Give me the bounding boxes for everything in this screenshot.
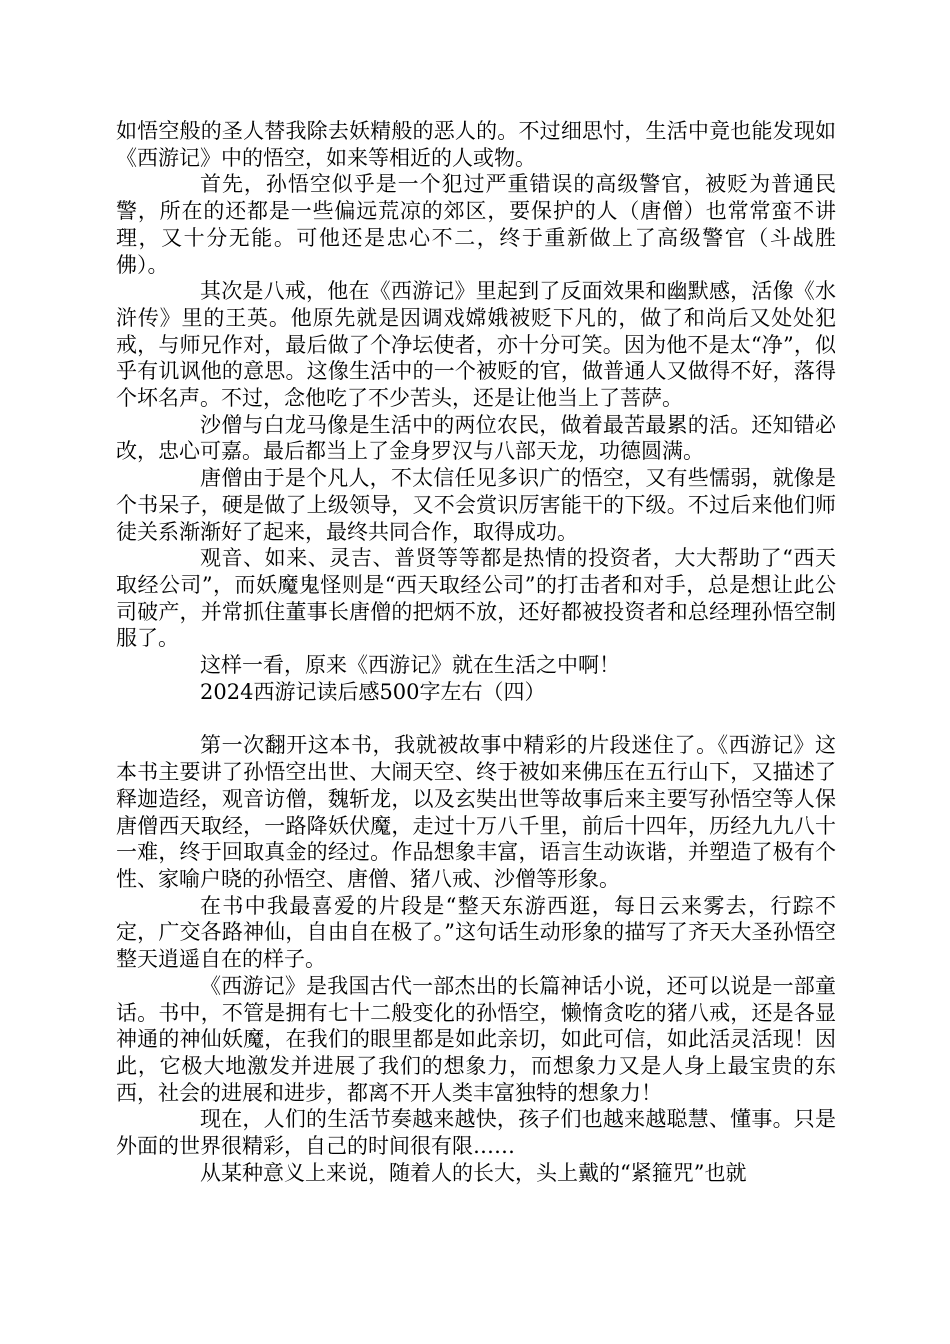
section-title: 2024西游记读后感500字左右（四） (200, 679, 546, 704)
paragraph-investors: 观音、如来、灵吉、普贤等等都是热情的投资者，大大帮助了“西天取经公司”，而妖魔鬼怪则是“西天取经公司”的打击者和对手，总是想让此公司破产，并常抓住董事长唐僧的把炳不放，还好都被投资者和总经理孙悟空制服了。 (116, 546, 836, 651)
paragraph-novel-value: 《西游记》是我国古代一部杰出的长篇神话小说，还可以说是一部童话。书中，不管是拥有七十二般变化的孙悟空，懒惰贪吃的猪八戒，还是各显神通的神仙妖魔，在我们的眼里都是如此亲切，如此可信，如此活灵活现！因此，它极大地激发并进展了我们的想象力，而想象力又是人身上最宝贵的东西，社会的进展和进步，都离不开人类丰富独特的想象力！ (116, 973, 836, 1105)
paragraph-shaseng: 沙僧与白龙马像是生活中的两位农民，做着最苦最累的活。还知错必改，忠心可嘉。最后都当上了金身罗汉与八部天龙，功德圆满。 (116, 412, 836, 464)
paragraph-growing-up: 从某种意义上来说，随着人的长大，头上戴的“紧箍咒”也就 (200, 1160, 747, 1185)
paragraph-bajie: 其次是八戒，他在《西游记》里起到了反面效果和幽默感，活像《水浒传》里的王英。他原先就是因调戏嫦娥被贬下凡的，做了和尚后又处处犯戒，与师兄作对，最后做了个净坛使者，亦十分可笑。因为他不是太“净”，似乎有讥讽他的意思。这像生活中的一个被贬的官，做普通人又做得不好，落得个坏名声。不过，念他吃了不少苦头，还是让他当上了菩萨。 (116, 279, 836, 411)
paragraph-first-reading: 第一次翻开这本书，我就被故事中精彩的片段迷住了。《西游记》这本书主要讲了孙悟空出世、大闹天空、终于被如来佛压在五行山下，又描述了释迦造经，观音访僧，魏斩龙，以及玄奘出世等故事后来主要写孙悟空等人保唐僧西天取经，一路降妖伏魔，走过十万八千里，前后十四年，历经九九八十一难，终于回取真金的经过。作品想象丰富，语言生动诙谐，并塑造了极有个性、家喻户晓的孙悟空、唐僧、猪八戒、沙僧等形象。 (116, 733, 836, 891)
paragraph-modern-life: 现在，人们的生活节奏越来越快，孩子们也越来越聪慧、懂事。只是外面的世界很精彩，自己的时间很有限…… (116, 1107, 836, 1159)
paragraph-favorite-part: 在书中我最喜爱的片段是“整天东游西逛，每日云来雾去，行踪不定，广交各路神仙，自由自在极了。”这句话生动形象的描写了齐天大圣孙悟空整天逍遥自在的样子。 (116, 893, 836, 972)
paragraph-tangseng: 唐僧由于是个凡人，不太信任见多识广的悟空，又有些懦弱，就像是个书呆子，硬是做了上级领导，又不会赏识厉害能干的下级。不过后来他们师徒关系渐渐好了起来，最终共同合作，取得成功。 (116, 466, 836, 544)
blank-line (116, 705, 836, 732)
paragraph-sun-wukong: 首先，孙悟空似乎是一个犯过严重错误的高级警官，被贬为普通民警，所在的还都是一些偏远荒凉的郊区，要保护的人（唐僧）也常常蛮不讲理，又十分无能。可他还是忠心不二，终于重新做上了高级警官（斗战胜佛）。 (116, 172, 836, 277)
paragraph-continued: 如悟空般的圣人替我除去妖精般的恶人的。不过细思忖，生活中竟也能发现如《西游记》中的悟空，如来等相近的人或物。 (116, 119, 836, 170)
paragraph-conclusion: 这样一看，原来《西游记》就在生活之中啊！ (200, 653, 620, 678)
document-body (116, 118, 836, 1186)
